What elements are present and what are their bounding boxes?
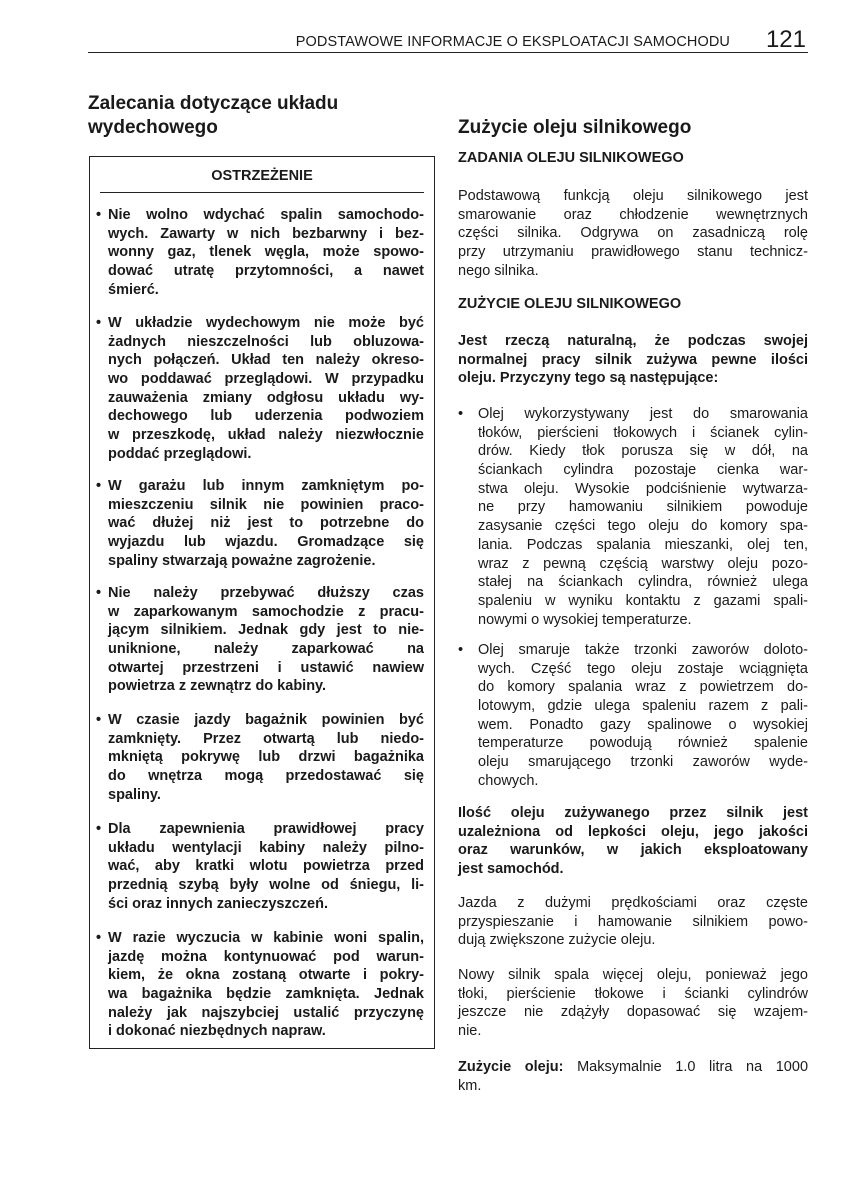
text-line: stwa oleju. Wysokie podciśnienie wytwarza- (478, 480, 808, 497)
warning-item (96, 477, 424, 570)
text-line: jazdę można kontynuować pod warun- (108, 948, 424, 965)
text-line: wać dłużej niż jest to potrzebne do (108, 515, 424, 532)
bullet-icon: • (96, 478, 102, 494)
bullet-icon: • (96, 821, 102, 837)
warning-item (96, 929, 424, 1041)
subheading-consumption: ZUŻYCIE OLEJU SILNIKOWEGO (458, 296, 682, 312)
bullet-icon: • (96, 930, 102, 946)
text-line: wych. Zawarty w nich bezbarwny i bez- (108, 225, 424, 242)
warning-item (96, 820, 424, 913)
heading-line: wydechowego (88, 117, 218, 138)
text-line: jeszcze nie zdążyły dopasować się wzajem- (458, 1004, 808, 1021)
text-line: oleju. Przyczyny tego są następujące: (458, 370, 719, 387)
text-line: Jazda z dużymi prędkościami oraz częste (458, 895, 808, 911)
text-line: w przeszkodę, układ należy niezwłocznie (108, 427, 424, 444)
text-line: kiem, że okna zostaną otwarte i pokry- (108, 967, 424, 984)
text-line: mkniętą pokrywę lub drzwi bagażnika (108, 749, 424, 766)
bullet-icon: • (96, 207, 102, 223)
header-title: PODSTAWOWE INFORMACJE O EKSPLOATACJI SAMOCHODU (295, 34, 730, 50)
text-line: W układzie wydechowym nie może być (108, 315, 424, 331)
text-line: układu wentylacji kabiny należy pilno- (108, 839, 424, 856)
text-line: jest samochód. (458, 861, 564, 878)
text-line: drów. Kiedy tłok porusza się w dół, na (478, 443, 808, 460)
text-line: należy jak najszybciej ustalić przyczynę (108, 1004, 424, 1021)
text-line: nowymi o wysokiej temperaturze. (478, 611, 692, 628)
text-line: Jest rzeczą naturalną, że podczas swojej (458, 333, 808, 349)
text-line: wać, aby kratki wlotu powietrza przed (108, 858, 424, 875)
text-line: otwartej przestrzeni i ustawić nawiew (108, 659, 424, 676)
consumption-label: Zużycie oleju: (458, 1059, 564, 1075)
text-line: przednią szybą były wolne od śniegu, li- (108, 877, 424, 894)
text-line: wonny gaz, tlenek węgla, może spowo- (108, 244, 424, 261)
oil-consumption-heading: Zużycie oleju silnikowego (458, 117, 692, 138)
text-line: nie. (458, 1023, 482, 1040)
text-line: spaliny stwarzają poważne zagrożenie. (108, 552, 376, 569)
text-line: przy utrzymaniu prawidłowego stanu technicz- (458, 244, 808, 261)
bullet-icon: • (458, 406, 464, 422)
text-line: ne przy hamowaniu silnikiem powoduje (478, 499, 808, 516)
page-header (88, 24, 808, 54)
bullet-icon: • (458, 642, 464, 658)
new-engine-paragraph (458, 966, 808, 1041)
header-rule (88, 52, 808, 53)
text-line: nego silnika. (458, 262, 539, 279)
text-line: wo poddawać przeglądowi. W przypadku (108, 371, 424, 388)
text-line: części silnika. Odgrywa on zasadniczą rolę (458, 225, 808, 242)
text-line: przyspieszanie i hamowanie silnikiem powo- (458, 913, 808, 930)
text-line: do komory spalania wraz z powietrzem do- (478, 679, 808, 696)
bullet-icon: • (96, 315, 102, 331)
text-line: poddać przeglądowi. (108, 445, 252, 462)
warning-box (89, 156, 435, 1049)
text-line: dechowego lub uderzenia podwoziem (108, 408, 424, 425)
text-line: normalnej pracy silnik zużywa pewne ilości (458, 351, 808, 368)
text-line: zauważenia zmiany odgłosu układu wy- (108, 389, 424, 406)
text-line: śmierć. (108, 281, 159, 298)
text-line: Podstawową funkcją oleju silnikowego jest (458, 188, 808, 204)
page-number: 121 (765, 26, 806, 53)
consumption-value: Maksymalnie 1.0 litra na 1000 (563, 1059, 809, 1075)
text-line: wyjazdu lub wjazdu. Gromadzące się (108, 534, 424, 551)
text-line: temperaturze powodują również spalenie (478, 735, 808, 752)
text-line: Olej smaruje także trzonki zaworów dolоto- (478, 642, 808, 658)
text-line: uzależniona od lepkości oleju, jego jakości (458, 823, 808, 840)
text-line: W razie wyczucia w kabinie woni spalin, (108, 930, 424, 946)
text-line: stałej na ściankach cylindra, również ulega (478, 574, 808, 591)
text-line: i dokonać niezbędnych napraw. (108, 1023, 326, 1040)
speed-paragraph (458, 894, 808, 950)
text-line: ści oraz innych zanieczyszczeń. (108, 895, 329, 912)
text-line: Nowy silnik spala więcej oleju, ponieważ jego (458, 967, 808, 983)
text-line: w zaparkowanym samochodzie z pracu- (108, 603, 424, 620)
text-line: spaleniu w wyniku kontaktu z gazami spali- (478, 592, 808, 609)
text-line: lania. Podczas spalania mieszanki, olej ten, (478, 536, 808, 553)
text-line: oraz warunków, w jakich eksploatowany (458, 842, 808, 859)
text-line: spaliny. (108, 786, 161, 803)
text-line: Dla zapewnienia prawidłowej pracy (108, 821, 424, 837)
bullet-icon: • (96, 712, 102, 728)
reason-item (458, 641, 808, 791)
text-line: W garażu lub innym zamkniętym po- (108, 478, 424, 494)
text-line: zamknięty. Przez otwartą lub niedo- (108, 730, 424, 747)
text-line: jącym silnikiem. Jednak gdy jest to nie- (108, 622, 424, 639)
viscosity-paragraph (458, 804, 808, 879)
text-line: Nie wolno wdychać spalin samochodo- (108, 207, 424, 223)
warning-item (96, 314, 424, 464)
text-line: chowych. (478, 772, 539, 789)
text-line: żadnych nieszczelności lub obluzowa- (108, 333, 424, 350)
text-line: km. (458, 1077, 482, 1094)
text-line: mieszczeniu silnik nie powinien praco- (108, 496, 424, 513)
natural-consumption-paragraph (458, 332, 808, 388)
text-line: dować utratę przytomności, a nawet (108, 263, 424, 280)
warning-title: OSTRZEŻENIE (211, 168, 313, 184)
warning-item (96, 584, 424, 696)
oil-consumption-spec (458, 1058, 808, 1095)
text-line: smarowanie oraz chłodzenie wewnętrznych (458, 206, 808, 223)
text-line: dują zwiększone zużycie oleju. (458, 932, 656, 949)
text-line: nych połączeń. Układ ten należy okreso- (108, 352, 424, 369)
text-line: zasysanie części tego oleju do komory spa- (478, 518, 808, 535)
reason-item (458, 405, 808, 629)
text-line: ściankach cylindra pozostaje cienka war- (478, 462, 808, 479)
text-line: lotowym, gdzie ulega spaleniu razem z pali- (478, 698, 808, 715)
text-line: wem. Ponadto gazy spalinowe o wysokiej (478, 716, 808, 733)
exhaust-section-heading (88, 92, 338, 140)
text-line: wych. Część tego oleju zostaje wciągnięta (478, 660, 808, 677)
text-line: Olej wykorzystywany jest do smarowania (478, 406, 808, 422)
tasks-paragraph (458, 187, 808, 280)
text-line (458, 1058, 808, 1077)
text-line: Nie należy przebywać dłuższy czas (108, 585, 424, 601)
bullet-icon: • (96, 585, 102, 601)
text-line: do wnętrza mogą przedostawać się (108, 768, 424, 785)
text-line: wraz z pewną częścią warstwy oleju pozo- (478, 555, 808, 572)
text-line: tłoki, pierścienie tłokowe i ścianki cylindrów (458, 985, 808, 1002)
text-line: oleju smarującego trzonki zaworów wyde- (478, 754, 808, 771)
text-line: wa bagażnika będzie zamknięta. Jednak (108, 986, 424, 1003)
warning-item (96, 711, 424, 804)
heading-line: Zalecania dotyczące układu (88, 93, 339, 114)
text-line: uniknione, należy zaparkować na (108, 641, 424, 658)
text-line: powietrza z zewnątrz do kabiny. (108, 678, 327, 695)
text-line: W czasie jazdy bagażnik powinien być (108, 712, 424, 728)
warning-item (96, 206, 424, 299)
subheading-tasks: ZADANIA OLEJU SILNIKOWEGO (458, 150, 684, 166)
warning-divider (100, 192, 424, 193)
text-line: tłoków, pierścieni tłokowych i ścianek cylin- (478, 424, 808, 441)
text-line: Ilość oleju zużywanego przez silnik jest (458, 805, 808, 821)
